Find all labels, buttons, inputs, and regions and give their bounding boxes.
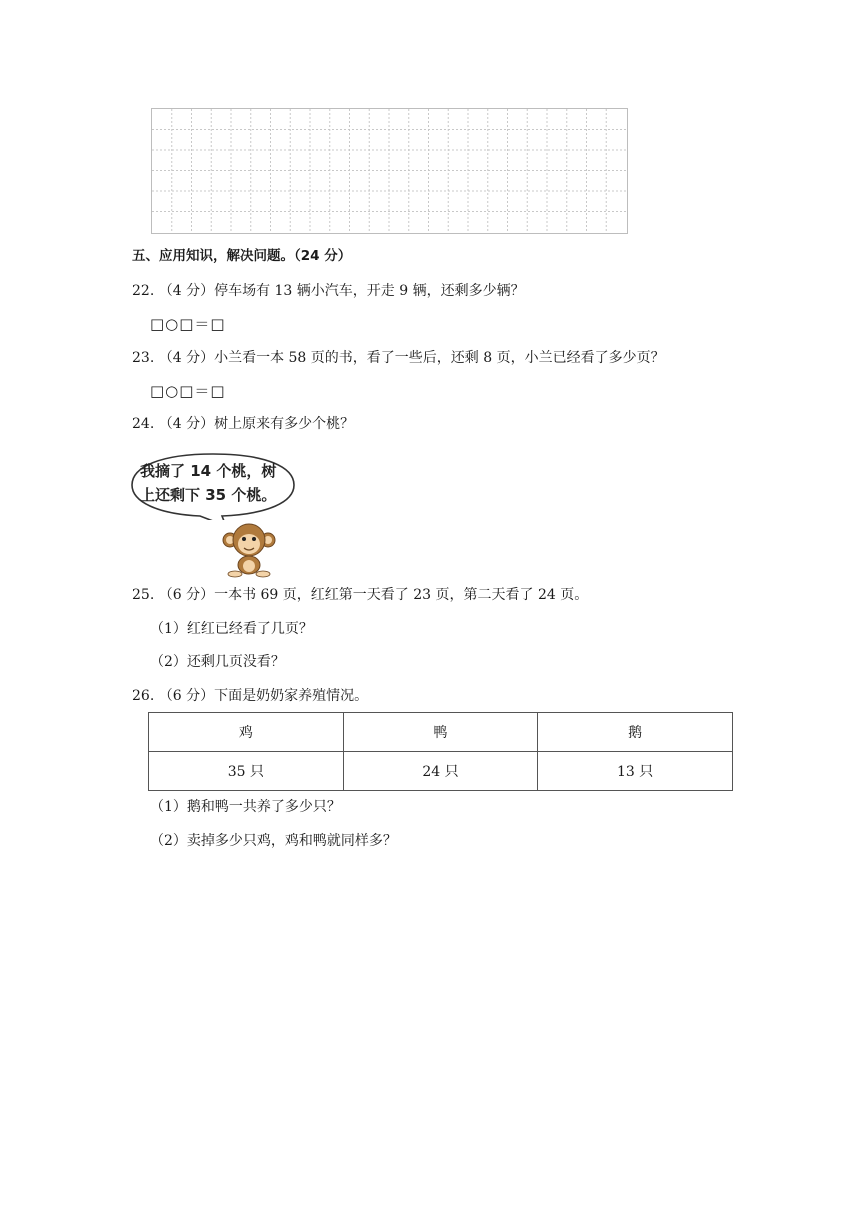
answer-template-23: □○□＝□: [150, 382, 226, 400]
question-text: （4 分）停车场有 13 辆小汽车，开走 9 辆，还剩多少辆？: [158, 283, 525, 299]
table-row: [149, 752, 733, 791]
question-text: （4 分）树上原来有多少个桃？: [158, 416, 355, 432]
question-26-sub-2: （2）卖掉多少只鸡，鸡和鸭就同样多？: [150, 833, 397, 849]
question-text: （6 分）一本书 69 页，红红第一天看了 23 页，第二天看了 24 页。: [158, 587, 589, 603]
question-text: （6 分）下面是奶奶家养殖情况。: [158, 688, 369, 704]
question-25-sub-1: （1）红红已经看了几页？: [150, 621, 313, 637]
question-24: [132, 414, 354, 434]
question-23: [132, 348, 665, 368]
table-header-cell: 鹅: [538, 713, 733, 752]
question-number: 26.: [132, 688, 155, 704]
table-cell: 24 只: [343, 752, 538, 791]
question-26: [132, 686, 368, 706]
question-25: [132, 585, 588, 605]
writing-grid: [151, 108, 628, 234]
question-22: [132, 281, 525, 301]
table-header-cell: 鸡: [149, 713, 344, 752]
table-cell: 13 只: [538, 752, 733, 791]
question-text: （4 分）小兰看一本 58 页的书，看了一些后，还剩 8 页，小兰已经看了多少页？: [158, 350, 665, 366]
question-number: 25.: [132, 587, 155, 603]
question-number: 22.: [132, 283, 155, 299]
answer-template-22: □○□＝□: [150, 315, 226, 333]
speech-line-2: 上还剩下 35 个桃。: [140, 486, 277, 504]
section-title: 五、应用知识，解决问题。（24 分）: [132, 248, 352, 264]
speech-line-1: 我摘了 14 个桃，树: [140, 462, 277, 480]
farm-table: [148, 712, 733, 791]
speech-bubble-text: [140, 459, 290, 507]
grid-lines: [152, 109, 626, 232]
question-number: 23.: [132, 350, 155, 366]
question-number: 24.: [132, 416, 155, 432]
monkey-icon: [218, 520, 280, 578]
question-26-sub-1: （1）鹅和鸭一共养了多少只？: [150, 799, 341, 815]
table-cell: 35 只: [149, 752, 344, 791]
question-25-sub-2: （2）还剩几页没看？: [150, 654, 285, 670]
table-header-cell: 鸭: [343, 713, 538, 752]
table-header-row: [149, 713, 733, 752]
